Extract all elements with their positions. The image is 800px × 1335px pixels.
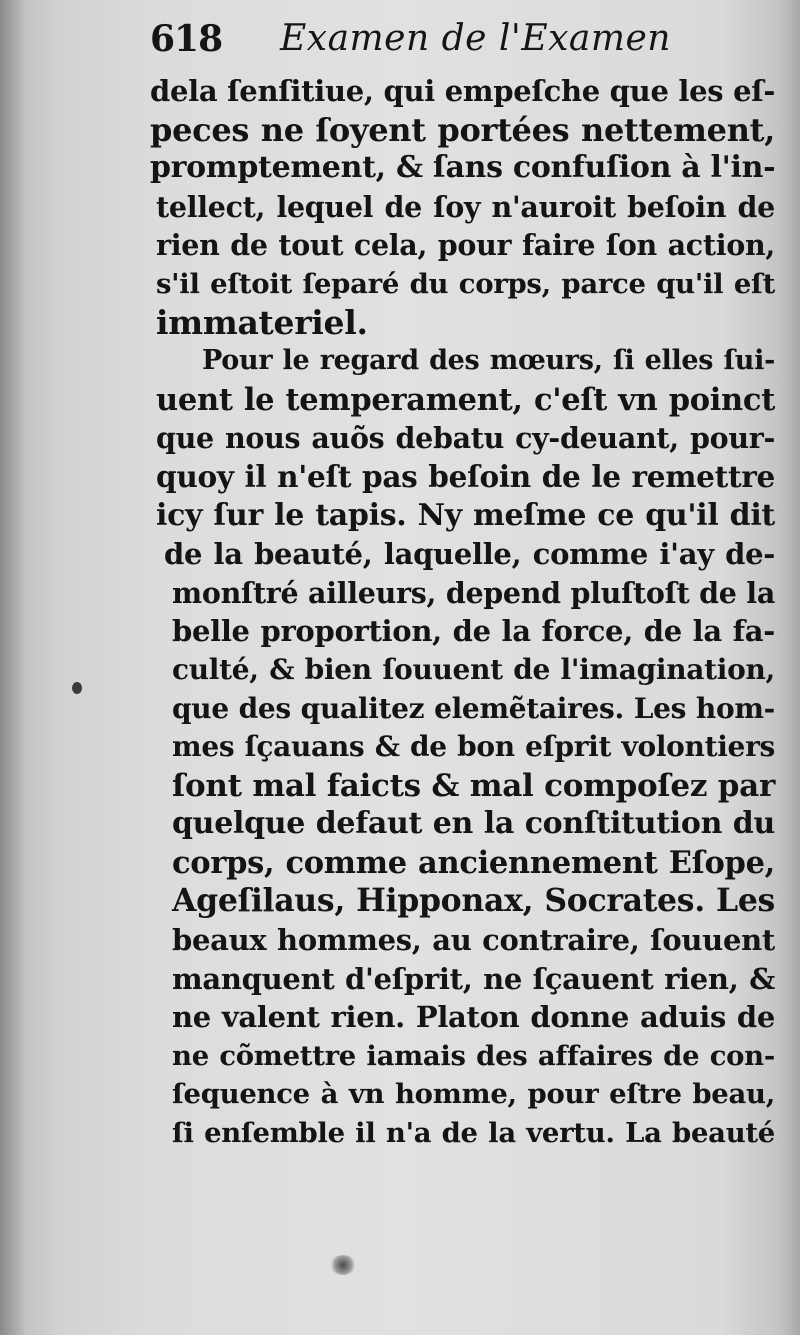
text-line-25: ne valent rien. Platon donne aduis de bbox=[172, 1000, 775, 1035]
text-line-3: promptement, & ſans confuſion à l'in- bbox=[150, 150, 776, 186]
text-line-23: beaux hommes, au contraire, ſouuent bbox=[172, 923, 775, 958]
text-line-17: que des qualitez elemẽtaires. Les hom- bbox=[172, 691, 775, 725]
running-head bbox=[150, 18, 770, 64]
text-line-14: monſtré ailleurs, depend pluſtoſt de la bbox=[172, 575, 775, 610]
text-line-11: quoy il n'eſt pas beſoin de le remettre bbox=[156, 458, 775, 494]
text-line-19: ſont mal faicts & mal compoſez par bbox=[172, 767, 775, 804]
text-line-4: tellect, lequel de ſoy n'auroit beſoin de bbox=[156, 189, 775, 224]
text-line-6: s'il eſtoit ſeparé du corps, parce qu'il eſt bbox=[156, 267, 775, 300]
text-line-10: que nous auõs debatu cy-deuant, pour- bbox=[156, 421, 775, 456]
text-line-15: belle proportion, de la force, de la fa- bbox=[172, 614, 775, 649]
body-text bbox=[150, 72, 775, 1153]
text-line-26: ne cõmettre iamais des affaires de con- bbox=[172, 1039, 775, 1072]
page-gutter bbox=[0, 0, 24, 1335]
text-line-1: dela ſenſitiue, qui empeſche que les eſ- bbox=[150, 74, 776, 108]
text-line-16: culté, & bien ſouuent de l'imagination, bbox=[172, 652, 775, 686]
text-line-22: Ageſilaus, Hipponax, Socrates. Les bbox=[172, 882, 775, 920]
text-line-18: mes ſçauans & de bon eſprit volontiers bbox=[172, 730, 775, 764]
text-line-20: quelque defaut en la conſtitution du bbox=[172, 806, 775, 842]
running-title: Examen de l'Examen bbox=[280, 18, 671, 59]
text-line-21: corps, comme anciennement Eſope, bbox=[172, 844, 775, 881]
text-line-12: icy ſur le tapis. Ny meſme ce qu'il dit bbox=[156, 497, 775, 533]
text-line-7: immateriel. bbox=[156, 302, 368, 342]
text-line-28: ſi enſemble il n'a de la vertu. La beauté bbox=[172, 1117, 775, 1150]
text-line-5: rien de tout cela, pour faire ſon action, bbox=[156, 228, 775, 263]
text-line-13: de la beauté, laquelle, comme i'ay de- bbox=[164, 537, 775, 572]
text-line-8: Pour le regard des mœurs, ſi elles ſui- bbox=[202, 345, 775, 377]
text-line-9: uent le temperament, c'eſt vn poinct bbox=[156, 381, 775, 418]
ink-speck bbox=[72, 682, 82, 694]
ink-blot bbox=[330, 1255, 356, 1275]
text-line-27: ſequence à vn homme, pour eſtre beau, bbox=[172, 1078, 775, 1111]
text-line-2: peces ne ſoyent portées nettement, bbox=[150, 110, 775, 149]
page-number: 618 bbox=[150, 18, 223, 60]
text-line-24: manquent d'eſprit, ne ſçauent rien, & bbox=[172, 961, 775, 996]
